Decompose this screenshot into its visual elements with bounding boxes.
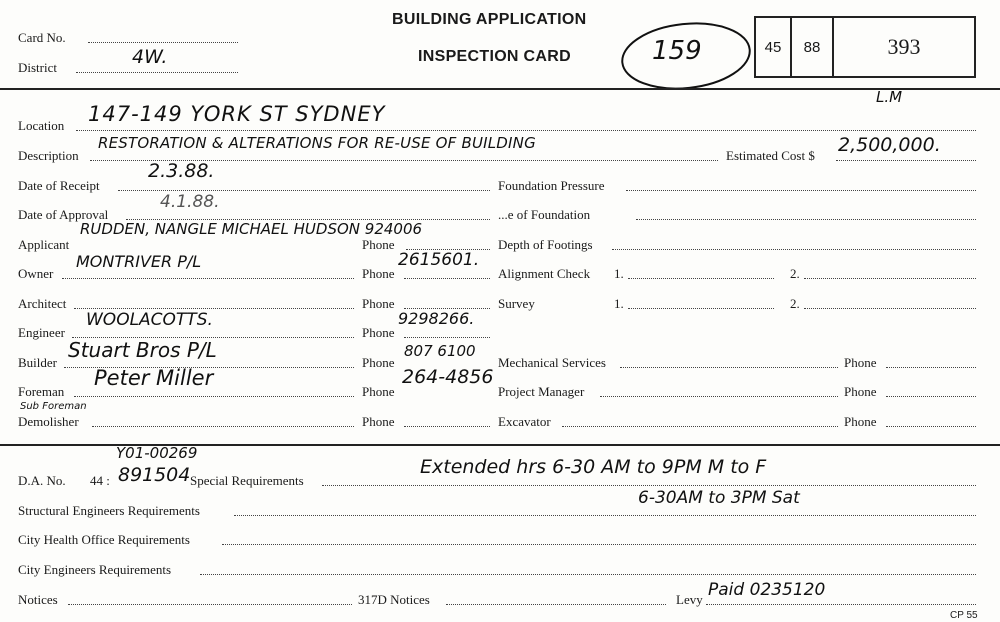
alignment-check-1-label: 1.	[614, 266, 624, 281]
foreman-value: Peter Miller	[94, 366, 214, 390]
date-of-receipt-line	[118, 190, 490, 191]
project-manager-label: Project Manager	[498, 384, 585, 399]
da-no-number-value: 1504	[142, 464, 191, 486]
levy-label: Levy	[676, 592, 703, 607]
date-of-approval-label: Date of Approval	[18, 207, 109, 222]
alignment-check-label: Alignment Check	[498, 266, 591, 281]
location-value: 147-149 YORK ST SYDNEY	[88, 102, 386, 126]
depth-of-footings-label: Depth of Footings	[498, 237, 593, 252]
owner-line	[62, 278, 354, 279]
alignment-check-2-label: 2.	[790, 266, 800, 281]
estimated-cost-line	[836, 160, 976, 161]
notices-label: Notices	[18, 592, 58, 607]
architect-line	[74, 308, 354, 309]
builder-phone-value: 807 6100	[404, 342, 476, 360]
reference-box-1: 45	[754, 16, 792, 78]
project-manager-phone-line	[886, 396, 976, 397]
date-of-receipt-value: 2.3.88.	[148, 160, 215, 182]
demolisher-phone-label: Phone	[362, 414, 395, 429]
architect-phone-label: Phone	[362, 296, 395, 311]
survey-label: Survey	[498, 296, 535, 311]
description-label: Description	[18, 148, 79, 163]
date-of-approval-value: 4.1.88.	[160, 192, 220, 212]
owner-value: MONTRIVER P/L	[76, 252, 202, 271]
estimated-cost-label: Estimated Cost $	[726, 148, 815, 163]
mechanical-phone-label: Phone	[844, 355, 877, 370]
levy-value: Paid 0235120	[708, 580, 826, 600]
builder-label: Builder	[18, 355, 57, 370]
form-title-line2: INSPECTION CARD	[418, 48, 571, 65]
notices-317d-label: 317D Notices	[358, 592, 430, 607]
district-label: District	[18, 60, 57, 75]
da-no-label: D.A. No.	[18, 473, 66, 488]
applicant-phone-label: Phone	[362, 237, 395, 252]
date-of-receipt-label: Date of Receipt	[18, 178, 100, 193]
card-no-label: Card No.	[18, 30, 66, 45]
foundation-pressure-line	[626, 190, 976, 191]
engineer-value: WOOLACOTTS.	[86, 310, 213, 330]
project-manager-line	[600, 396, 838, 397]
form-code: CP 55	[950, 610, 978, 621]
excavator-phone-line	[886, 426, 976, 427]
initials-value: L.M	[876, 88, 903, 106]
foreman-label: Foreman	[18, 384, 65, 399]
location-label: Location	[18, 118, 65, 133]
notices-line	[68, 604, 352, 605]
excavator-line	[562, 426, 838, 427]
structural-engineers-line	[234, 515, 976, 516]
levy-line	[706, 604, 976, 605]
special-requirements-line2: 6-30AM to 3PM Sat	[638, 488, 800, 508]
applicant-label: Applicant	[18, 237, 70, 252]
city-engineers-line	[200, 574, 976, 575]
da-reference-value: Y01-00269	[116, 444, 198, 462]
special-requirements-line1: Extended hrs 6-30 AM to 9PM M to F	[420, 456, 767, 478]
builder-phone-label: Phone	[362, 355, 395, 370]
description-value: RESTORATION & ALTERATIONS FOR RE-USE OF BUILDING	[98, 134, 536, 152]
survey-2-line	[804, 308, 976, 309]
depth-of-footings-line	[612, 249, 976, 250]
survey-1-line	[628, 308, 774, 309]
engineer-label: Engineer	[18, 325, 65, 340]
mechanical-services-line	[620, 367, 838, 368]
excavator-phone-label: Phone	[844, 414, 877, 429]
foundation-pressure-label: Foundation Pressure	[498, 178, 605, 193]
structural-engineers-label: Structural Engineers Requirements	[18, 503, 200, 518]
survey-1-label: 1.	[614, 296, 624, 311]
special-requirements-line	[322, 485, 976, 486]
reference-box-3: 393	[832, 16, 976, 78]
mechanical-services-label: Mechanical Services	[498, 355, 606, 370]
foreman-phone-label: Phone	[362, 384, 395, 399]
excavator-label: Excavator	[498, 414, 551, 429]
sub-foreman-note: Sub Foreman	[20, 401, 87, 412]
demolisher-line	[92, 426, 354, 427]
city-engineers-label: City Engineers Requirements	[18, 562, 172, 577]
owner-phone-value: 2615601.	[398, 250, 480, 270]
alignment-check-1-line	[628, 278, 774, 279]
type-of-foundation-label: ...e of Foundation	[498, 207, 591, 222]
alignment-check-2-line	[804, 278, 976, 279]
engineer-phone-value: 9298266.	[398, 309, 475, 328]
owner-label: Owner	[18, 266, 54, 281]
city-health-line	[222, 544, 976, 545]
architect-label: Architect	[18, 296, 67, 311]
form-title-line1: BUILDING APPLICATION	[392, 11, 587, 28]
owner-phone-line	[404, 278, 490, 279]
mechanical-phone-line	[886, 367, 976, 368]
reference-box-2: 88	[790, 16, 834, 78]
owner-phone-label: Phone	[362, 266, 395, 281]
circled-number: 159	[652, 36, 702, 66]
notices-317d-line	[446, 604, 666, 605]
da-no-prefix: 44 :	[90, 473, 110, 488]
da-no-year-value: 89	[118, 464, 143, 486]
city-health-label: City Health Office Requirements	[18, 532, 190, 547]
builder-value: Stuart Bros P/L	[68, 338, 217, 362]
header-divider	[0, 88, 1000, 90]
demolisher-phone-line	[404, 426, 490, 427]
project-manager-phone-label: Phone	[844, 384, 877, 399]
foreman-phone-value: 264-4856	[402, 366, 494, 388]
foreman-line	[74, 396, 354, 397]
district-line	[76, 72, 238, 73]
location-line	[76, 130, 976, 131]
special-requirements-label: Special Requirements	[190, 473, 304, 488]
engineer-phone-label: Phone	[362, 325, 395, 340]
card-no-line	[88, 42, 238, 43]
district-value: 4W.	[132, 46, 168, 68]
survey-2-label: 2.	[790, 296, 800, 311]
applicant-value: RUDDEN, NANGLE MICHAEL HUDSON 924006	[80, 220, 423, 238]
estimated-cost-value: 2,500,000.	[838, 134, 941, 156]
engineer-phone-line	[404, 337, 490, 338]
type-of-foundation-line	[636, 219, 976, 220]
demolisher-label: Demolisher	[18, 414, 79, 429]
